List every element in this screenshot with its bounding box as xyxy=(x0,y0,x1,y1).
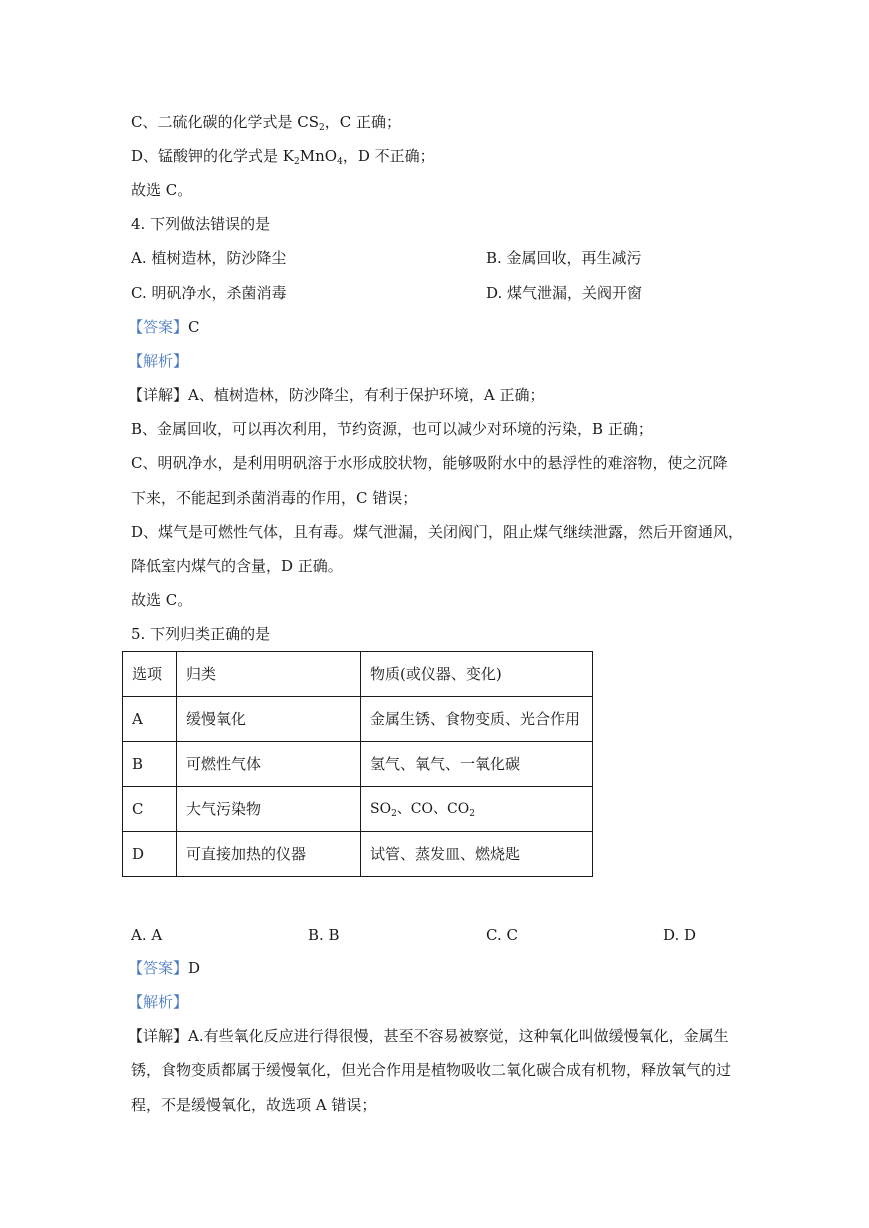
table-cell: D xyxy=(123,832,177,877)
table-row xyxy=(123,832,593,877)
detail-tag: 【详解】 xyxy=(128,1027,189,1045)
answer-value: C xyxy=(188,318,200,336)
formula-text: 、CO、CO xyxy=(396,801,470,817)
subscript: 2 xyxy=(469,809,475,819)
detail-tag: 【详解】 xyxy=(128,386,189,404)
q4-detail-d1: D、煤气是可燃性气体，且有毒。煤气泄漏，关闭阀门，阻止煤气继续泄露，然后开窗通风， xyxy=(131,523,744,541)
line-text: D、锰酸钾的化学式是 K xyxy=(131,147,295,165)
formula-text: SO xyxy=(370,801,392,817)
table-cell: 试管、蒸发皿、燃烧匙 xyxy=(361,832,593,877)
q5-detail-a3: 程，不是缓慢氧化，故选项 A 错误； xyxy=(131,1096,377,1114)
q4-option-d: D. 煤气泄漏，关阀开窗 xyxy=(486,284,643,302)
subscript: 2 xyxy=(319,123,325,133)
table-row xyxy=(123,697,593,742)
q4-option-a: A. 植树造林，防沙降尘 xyxy=(131,249,287,267)
analysis-tag: 【解析】 xyxy=(128,352,189,370)
analysis-tag: 【解析】 xyxy=(128,993,189,1011)
table-cell: B xyxy=(123,742,177,787)
q4-option-c: C. 明矾净水，杀菌消毒 xyxy=(131,284,287,302)
q4-detail-a xyxy=(128,385,544,405)
table-header-cell: 归类 xyxy=(177,652,361,697)
line-text: ，C 正确； xyxy=(324,113,401,131)
conclusion-text: 故选 C。 xyxy=(131,181,193,199)
q4-detail-b: B、金属回收，可以再次利用，节约资源，也可以减少对环境的污染，B 正确； xyxy=(131,420,653,438)
table-row xyxy=(123,787,593,832)
table-cell: 氢气、氧气、一氧化碳 xyxy=(361,742,593,787)
table-cell: 大气污染物 xyxy=(177,787,361,832)
answer-tag: 【答案】 xyxy=(128,318,189,336)
table-cell: 缓慢氧化 xyxy=(177,697,361,742)
table-row xyxy=(123,742,593,787)
q4-analysis-tag xyxy=(128,351,188,371)
q5-option-d: D. D xyxy=(663,926,697,944)
q4-conclusion: 故选 C。 xyxy=(131,591,193,609)
answer-value: D xyxy=(188,959,201,977)
table-cell-formula xyxy=(361,787,593,832)
answer-tag: 【答案】 xyxy=(128,959,189,977)
q4-detail-c2: 下来，不能起到杀菌消毒的作用，C 错误； xyxy=(131,489,418,507)
table-header-row xyxy=(123,652,593,697)
q4-option-b: B. 金属回收，再生减污 xyxy=(486,249,642,267)
subscript: 4 xyxy=(337,157,343,167)
q5-detail-a1 xyxy=(128,1026,729,1046)
text-line xyxy=(131,146,435,166)
q5-answer xyxy=(128,958,200,978)
line-text: ，D 不正确； xyxy=(342,147,435,165)
detail-text: A.有些氧化反应进行得很慢，甚至不容易被察觉，这种氧化叫做缓慢氧化，金属生 xyxy=(188,1027,729,1045)
text-line xyxy=(131,112,401,132)
q5-option-c: C. C xyxy=(486,926,518,944)
table-cell: 金属生锈、食物变质、光合作用 xyxy=(361,697,593,742)
classification-table xyxy=(122,651,593,877)
q5-option-b: B. B xyxy=(308,926,340,944)
table-header-cell: 选项 xyxy=(123,652,177,697)
table-cell: 可直接加热的仪器 xyxy=(177,832,361,877)
table-cell: 可燃性气体 xyxy=(177,742,361,787)
q4-detail-d2: 降低室内煤气的含量，D 正确。 xyxy=(131,557,343,575)
q4-detail-c1: C、明矾净水，是利用明矾溶于水形成胶状物，能够吸附水中的悬浮性的难溶物，使之沉降 xyxy=(131,454,728,472)
subscript: 2 xyxy=(391,809,397,819)
table-cell: A xyxy=(123,697,177,742)
question-5-stem: 5. 下列归类正确的是 xyxy=(131,625,271,643)
line-text: MnO xyxy=(299,147,338,165)
q5-option-a: A. A xyxy=(131,926,163,944)
q5-analysis-tag xyxy=(128,992,188,1012)
table-cell: C xyxy=(123,787,177,832)
question-4-stem: 4. 下列做法错误的是 xyxy=(131,215,271,233)
table-header-cell: 物质(或仪器、变化) xyxy=(361,652,593,697)
subscript: 2 xyxy=(294,157,300,167)
detail-text: A、植树造林，防沙降尘，有利于保护环境，A 正确； xyxy=(188,386,545,404)
q4-answer xyxy=(128,317,200,337)
q5-detail-a2: 锈，食物变质都属于缓慢氧化，但光合作用是植物吸收二氧化碳合成有机物，释放氧气的过 xyxy=(131,1061,732,1079)
line-text: C、二硫化碳的化学式是 CS xyxy=(131,113,319,131)
